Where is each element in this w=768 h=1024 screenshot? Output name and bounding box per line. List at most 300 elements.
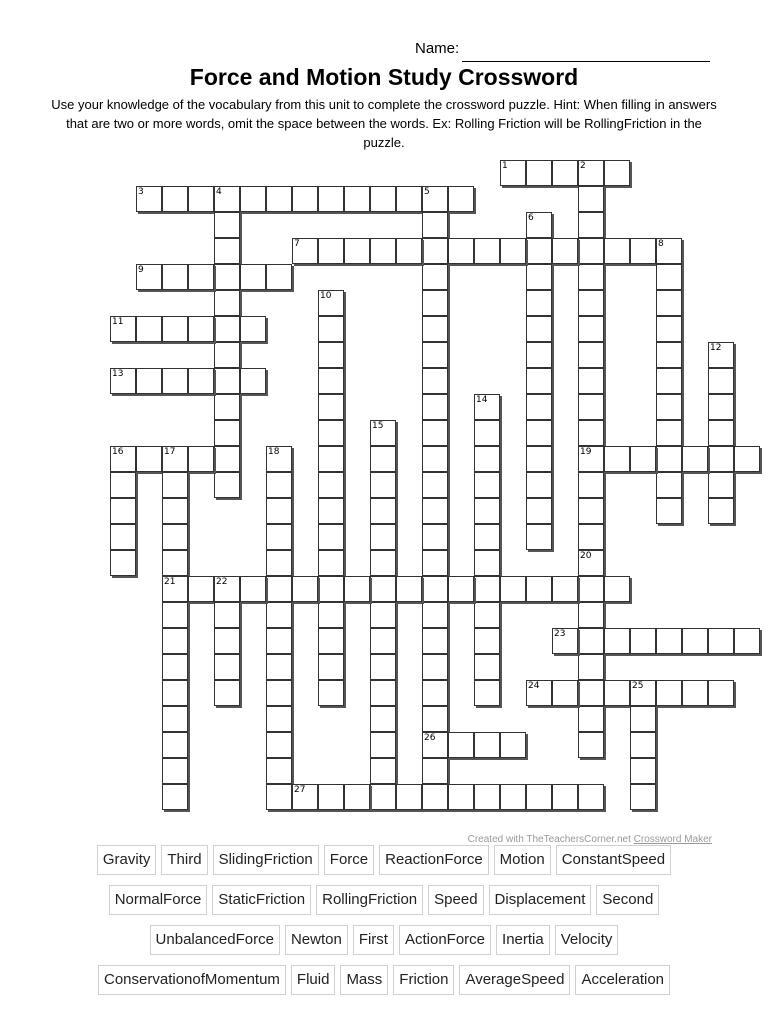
grid-cell[interactable] xyxy=(188,368,214,394)
grid-cell[interactable] xyxy=(318,342,344,368)
grid-cell[interactable] xyxy=(188,446,214,472)
grid-cell[interactable] xyxy=(370,446,396,472)
grid-cell[interactable] xyxy=(136,264,162,290)
grid-cell[interactable] xyxy=(266,758,292,784)
grid-cell[interactable] xyxy=(292,186,318,212)
grid-cell[interactable] xyxy=(318,602,344,628)
grid-cell[interactable] xyxy=(266,732,292,758)
clue-number: 16 xyxy=(112,447,124,457)
grid-cell[interactable] xyxy=(682,680,708,706)
grid-cell[interactable] xyxy=(110,368,136,394)
grid-cell[interactable] xyxy=(422,264,448,290)
grid-cell[interactable] xyxy=(422,368,448,394)
grid-cell[interactable] xyxy=(578,576,604,602)
grid-cell[interactable] xyxy=(552,628,578,654)
grid-cell[interactable] xyxy=(422,498,448,524)
crossword-maker-link[interactable]: Crossword Maker xyxy=(633,834,712,845)
grid-cell[interactable] xyxy=(318,524,344,550)
grid-cell[interactable] xyxy=(266,264,292,290)
grid-cell[interactable] xyxy=(474,420,500,446)
grid-cell[interactable] xyxy=(578,342,604,368)
grid-cell[interactable] xyxy=(604,238,630,264)
word-bank-item: Speed xyxy=(428,885,483,915)
grid-cell[interactable] xyxy=(422,524,448,550)
grid-cell[interactable] xyxy=(578,212,604,238)
grid-cell[interactable] xyxy=(162,550,188,576)
grid-cell[interactable] xyxy=(266,602,292,628)
grid-cell[interactable] xyxy=(396,238,422,264)
grid-cell[interactable] xyxy=(578,316,604,342)
grid-cell[interactable] xyxy=(422,602,448,628)
grid-cell[interactable] xyxy=(162,264,188,290)
grid-cell[interactable] xyxy=(708,368,734,394)
grid-cell[interactable] xyxy=(526,498,552,524)
grid-cell[interactable] xyxy=(344,576,370,602)
grid-cell[interactable] xyxy=(526,238,552,264)
clue-number: 18 xyxy=(268,447,280,457)
grid-cell[interactable] xyxy=(630,784,656,810)
grid-cell[interactable] xyxy=(422,654,448,680)
clue-number: 4 xyxy=(216,187,222,197)
word-bank-item: UnbalancedForce xyxy=(150,925,280,955)
grid-cell[interactable] xyxy=(578,706,604,732)
grid-cell[interactable] xyxy=(708,472,734,498)
grid-cell[interactable] xyxy=(474,628,500,654)
grid-cell[interactable] xyxy=(552,680,578,706)
grid-cell[interactable] xyxy=(214,628,240,654)
clue-number: 23 xyxy=(554,629,566,639)
grid-cell[interactable] xyxy=(656,394,682,420)
grid-cell[interactable] xyxy=(162,368,188,394)
grid-cell[interactable] xyxy=(318,420,344,446)
grid-cell[interactable] xyxy=(604,446,630,472)
grid-cell[interactable] xyxy=(162,446,188,472)
grid-cell[interactable] xyxy=(214,238,240,264)
grid-cell[interactable] xyxy=(318,628,344,654)
grid-cell[interactable] xyxy=(500,576,526,602)
grid-cell[interactable] xyxy=(188,576,214,602)
word-bank-item: Force xyxy=(324,845,374,875)
grid-cell[interactable] xyxy=(474,550,500,576)
grid-cell[interactable] xyxy=(578,784,604,810)
grid-cell[interactable] xyxy=(630,706,656,732)
grid-cell[interactable] xyxy=(656,420,682,446)
grid-cell[interactable] xyxy=(474,602,500,628)
grid-cell[interactable] xyxy=(318,290,344,316)
grid-cell[interactable] xyxy=(318,680,344,706)
grid-cell[interactable] xyxy=(630,758,656,784)
grid-cell[interactable] xyxy=(422,290,448,316)
grid-cell[interactable] xyxy=(318,784,344,810)
grid-cell[interactable] xyxy=(656,316,682,342)
word-bank-item: ConservationofMomentum xyxy=(98,965,286,995)
grid-cell[interactable] xyxy=(578,602,604,628)
clue-number: 13 xyxy=(112,369,124,379)
grid-cell[interactable] xyxy=(578,290,604,316)
grid-cell[interactable] xyxy=(266,498,292,524)
grid-cell[interactable] xyxy=(734,628,760,654)
grid-cell[interactable] xyxy=(214,602,240,628)
grid-cell[interactable] xyxy=(500,784,526,810)
grid-cell[interactable] xyxy=(214,212,240,238)
grid-cell[interactable] xyxy=(318,550,344,576)
grid-cell[interactable] xyxy=(422,758,448,784)
grid-cell[interactable] xyxy=(266,706,292,732)
clue-number: 21 xyxy=(164,577,176,587)
clue-number: 25 xyxy=(632,681,644,691)
grid-cell[interactable] xyxy=(526,368,552,394)
clue-number: 5 xyxy=(424,187,430,197)
grid-cell[interactable] xyxy=(240,316,266,342)
grid-cell[interactable] xyxy=(734,446,760,472)
grid-cell[interactable] xyxy=(370,420,396,446)
grid-cell[interactable] xyxy=(578,420,604,446)
grid-cell[interactable] xyxy=(188,316,214,342)
grid-cell[interactable] xyxy=(656,498,682,524)
grid-cell[interactable] xyxy=(292,238,318,264)
grid-cell[interactable] xyxy=(422,238,448,264)
grid-cell[interactable] xyxy=(266,472,292,498)
clue-number: 22 xyxy=(216,577,228,587)
grid-cell[interactable] xyxy=(162,316,188,342)
grid-cell[interactable] xyxy=(214,394,240,420)
grid-cell[interactable] xyxy=(578,368,604,394)
grid-cell[interactable] xyxy=(708,680,734,706)
grid-cell[interactable] xyxy=(240,576,266,602)
grid-cell[interactable] xyxy=(136,316,162,342)
grid-cell[interactable] xyxy=(188,186,214,212)
grid-cell[interactable] xyxy=(422,186,448,212)
grid-cell[interactable] xyxy=(604,680,630,706)
grid-cell[interactable] xyxy=(422,342,448,368)
grid-cell[interactable] xyxy=(318,238,344,264)
grid-cell[interactable] xyxy=(214,472,240,498)
grid-cell[interactable] xyxy=(656,342,682,368)
page-title: Force and Motion Study Crossword xyxy=(189,64,579,90)
word-bank-item: SlidingFriction xyxy=(213,845,319,875)
grid-cell[interactable] xyxy=(422,446,448,472)
word-bank-item: NormalForce xyxy=(109,885,208,915)
grid-cell[interactable] xyxy=(370,576,396,602)
grid-cell[interactable] xyxy=(110,550,136,576)
grid-cell[interactable] xyxy=(474,732,500,758)
grid-cell[interactable] xyxy=(162,472,188,498)
grid-cell[interactable] xyxy=(708,342,734,368)
grid-cell[interactable] xyxy=(370,238,396,264)
grid-cell[interactable] xyxy=(630,628,656,654)
grid-cell[interactable] xyxy=(578,550,604,576)
grid-cell[interactable] xyxy=(266,628,292,654)
grid-cell[interactable] xyxy=(422,472,448,498)
grid-cell[interactable] xyxy=(110,472,136,498)
grid-cell[interactable] xyxy=(474,446,500,472)
word-bank-item: Fluid xyxy=(291,965,336,995)
grid-cell[interactable] xyxy=(682,446,708,472)
grid-cell[interactable] xyxy=(578,186,604,212)
grid-cell[interactable] xyxy=(266,576,292,602)
grid-cell[interactable] xyxy=(370,706,396,732)
grid-cell[interactable] xyxy=(266,446,292,472)
grid-cell[interactable] xyxy=(500,238,526,264)
word-bank-item: Gravity xyxy=(97,845,157,875)
grid-cell[interactable] xyxy=(422,680,448,706)
clue-number: 20 xyxy=(580,551,592,561)
grid-cell[interactable] xyxy=(370,784,396,810)
grid-cell[interactable] xyxy=(448,784,474,810)
instructions: Use your knowledge of the vocabulary from this unit to complete the crossword puzzle. Hint: When filling in answers that are two or more words, omit the space between the words. Ex: Rolling Friction will be RollingFriction in the puzzle. xyxy=(51,97,717,150)
grid-cell[interactable] xyxy=(708,628,734,654)
grid-cell[interactable] xyxy=(370,524,396,550)
grid-cell[interactable] xyxy=(448,186,474,212)
word-bank-item: First xyxy=(353,925,394,955)
clue-number: 8 xyxy=(658,239,664,249)
grid-cell[interactable] xyxy=(656,238,682,264)
grid-cell[interactable] xyxy=(578,472,604,498)
word-bank-item: Displacement xyxy=(489,885,592,915)
grid-cell[interactable] xyxy=(526,160,552,186)
grid-cell[interactable] xyxy=(370,472,396,498)
grid-cell[interactable] xyxy=(474,576,500,602)
grid-cell[interactable] xyxy=(266,550,292,576)
grid-cell[interactable] xyxy=(422,420,448,446)
grid-cell[interactable] xyxy=(708,420,734,446)
grid-cell[interactable] xyxy=(396,576,422,602)
grid-cell[interactable] xyxy=(552,160,578,186)
grid-cell[interactable] xyxy=(474,654,500,680)
grid-cell[interactable] xyxy=(162,680,188,706)
grid-cell[interactable] xyxy=(266,680,292,706)
grid-cell[interactable] xyxy=(604,628,630,654)
grid-cell[interactable] xyxy=(318,654,344,680)
clue-number: 17 xyxy=(164,447,176,457)
grid-cell[interactable] xyxy=(656,446,682,472)
grid-cell[interactable] xyxy=(656,472,682,498)
grid-cell[interactable] xyxy=(162,628,188,654)
grid-cell[interactable] xyxy=(110,446,136,472)
grid-cell[interactable] xyxy=(162,186,188,212)
grid-cell[interactable] xyxy=(396,186,422,212)
grid-cell[interactable] xyxy=(526,784,552,810)
grid-cell[interactable] xyxy=(110,316,136,342)
grid-cell[interactable] xyxy=(318,498,344,524)
grid-cell[interactable] xyxy=(708,446,734,472)
grid-cell[interactable] xyxy=(656,680,682,706)
grid-cell[interactable] xyxy=(656,628,682,654)
clue-number: 27 xyxy=(294,785,306,795)
word-bank-row xyxy=(20,925,748,955)
grid-cell[interactable] xyxy=(578,628,604,654)
grid-cell[interactable] xyxy=(162,706,188,732)
grid-cell[interactable] xyxy=(422,212,448,238)
grid-cell[interactable] xyxy=(578,446,604,472)
grid-cell[interactable] xyxy=(162,576,188,602)
grid-cell[interactable] xyxy=(370,186,396,212)
grid-cell[interactable] xyxy=(474,394,500,420)
grid-cell[interactable] xyxy=(526,576,552,602)
grid-cell[interactable] xyxy=(526,394,552,420)
grid-cell[interactable] xyxy=(318,446,344,472)
grid-cell[interactable] xyxy=(318,368,344,394)
grid-cell[interactable] xyxy=(630,446,656,472)
grid-cell[interactable] xyxy=(214,264,240,290)
grid-cell[interactable] xyxy=(370,498,396,524)
grid-cell[interactable] xyxy=(266,654,292,680)
grid-cell[interactable] xyxy=(214,368,240,394)
grid-cell[interactable] xyxy=(214,290,240,316)
grid-cell[interactable] xyxy=(578,394,604,420)
grid-cell[interactable] xyxy=(526,290,552,316)
grid-cell[interactable] xyxy=(318,576,344,602)
grid-cell[interactable] xyxy=(162,602,188,628)
grid-cell[interactable] xyxy=(240,186,266,212)
clue-number: 6 xyxy=(528,213,534,223)
grid-cell[interactable] xyxy=(604,160,630,186)
grid-cell[interactable] xyxy=(370,550,396,576)
grid-cell[interactable] xyxy=(396,784,422,810)
grid-cell[interactable] xyxy=(214,576,240,602)
grid-cell[interactable] xyxy=(578,264,604,290)
grid-cell[interactable] xyxy=(266,784,292,810)
grid-cell[interactable] xyxy=(422,706,448,732)
grid-cell[interactable] xyxy=(474,524,500,550)
grid-cell[interactable] xyxy=(422,784,448,810)
grid-cell[interactable] xyxy=(162,654,188,680)
grid-cell[interactable] xyxy=(162,498,188,524)
grid-cell[interactable] xyxy=(708,394,734,420)
word-bank-item: ActionForce xyxy=(399,925,491,955)
clue-number: 15 xyxy=(372,421,384,431)
clue-number: 26 xyxy=(424,733,436,743)
grid-cell[interactable] xyxy=(500,160,526,186)
grid-cell[interactable] xyxy=(136,186,162,212)
grid-cell[interactable] xyxy=(552,784,578,810)
grid-cell[interactable] xyxy=(422,732,448,758)
grid-cell[interactable] xyxy=(474,238,500,264)
clue-number: 12 xyxy=(710,343,722,353)
grid-cell[interactable] xyxy=(526,680,552,706)
grid-cell[interactable] xyxy=(604,576,630,602)
grid-cell[interactable] xyxy=(578,654,604,680)
grid-cell[interactable] xyxy=(526,212,552,238)
word-bank-item: Velocity xyxy=(555,925,619,955)
word-bank-item: Mass xyxy=(340,965,388,995)
grid-cell[interactable] xyxy=(162,784,188,810)
grid-cell[interactable] xyxy=(448,576,474,602)
grid-cell[interactable] xyxy=(162,524,188,550)
grid-cell[interactable] xyxy=(344,186,370,212)
grid-cell[interactable] xyxy=(578,524,604,550)
grid-cell[interactable] xyxy=(526,446,552,472)
grid-cell[interactable] xyxy=(448,238,474,264)
word-bank-item: ConstantSpeed xyxy=(556,845,671,875)
clue-number: 2 xyxy=(580,161,586,171)
grid-cell[interactable] xyxy=(162,758,188,784)
grid-cell[interactable] xyxy=(422,394,448,420)
grid-cell[interactable] xyxy=(292,784,318,810)
grid-cell[interactable] xyxy=(214,446,240,472)
grid-cell[interactable] xyxy=(110,498,136,524)
grid-cell[interactable] xyxy=(318,472,344,498)
credit-text: Created with TheTeachersCorner.net xyxy=(467,834,634,845)
grid-cell[interactable] xyxy=(214,316,240,342)
grid-cell[interactable] xyxy=(136,368,162,394)
grid-cell[interactable] xyxy=(656,368,682,394)
grid-cell[interactable] xyxy=(500,732,526,758)
grid-cell[interactable] xyxy=(370,758,396,784)
grid-cell[interactable] xyxy=(630,238,656,264)
grid-cell[interactable] xyxy=(656,290,682,316)
grid-cell[interactable] xyxy=(370,602,396,628)
grid-cell[interactable] xyxy=(526,342,552,368)
grid-cell[interactable] xyxy=(526,316,552,342)
grid-cell[interactable] xyxy=(240,264,266,290)
grid-cell[interactable] xyxy=(474,784,500,810)
grid-cell[interactable] xyxy=(344,784,370,810)
grid-cell[interactable] xyxy=(578,160,604,186)
grid-cell[interactable] xyxy=(422,628,448,654)
grid-cell[interactable] xyxy=(188,264,214,290)
grid-cell[interactable] xyxy=(318,394,344,420)
word-bank-item: Motion xyxy=(494,845,551,875)
grid-cell[interactable] xyxy=(474,498,500,524)
grid-cell[interactable] xyxy=(526,472,552,498)
grid-cell[interactable] xyxy=(240,368,266,394)
grid-cell[interactable] xyxy=(214,342,240,368)
grid-cell[interactable] xyxy=(370,628,396,654)
grid-cell[interactable] xyxy=(656,264,682,290)
grid-cell[interactable] xyxy=(214,654,240,680)
grid-cell[interactable] xyxy=(526,420,552,446)
grid-cell[interactable] xyxy=(370,680,396,706)
grid-cell[interactable] xyxy=(110,524,136,550)
grid-cell[interactable] xyxy=(422,316,448,342)
grid-cell[interactable] xyxy=(630,732,656,758)
grid-cell[interactable] xyxy=(136,446,162,472)
grid-cell[interactable] xyxy=(578,732,604,758)
grid-cell[interactable] xyxy=(292,576,318,602)
grid-cell[interactable] xyxy=(162,732,188,758)
word-bank-item: Friction xyxy=(393,965,454,995)
grid-cell[interactable] xyxy=(318,186,344,212)
grid-cell[interactable] xyxy=(422,550,448,576)
grid-cell[interactable] xyxy=(578,238,604,264)
grid-cell[interactable] xyxy=(266,524,292,550)
grid-cell[interactable] xyxy=(370,654,396,680)
grid-cell[interactable] xyxy=(214,420,240,446)
grid-cell[interactable] xyxy=(422,576,448,602)
grid-cell[interactable] xyxy=(526,264,552,290)
grid-cell[interactable] xyxy=(578,498,604,524)
grid-cell[interactable] xyxy=(630,680,656,706)
grid-cell[interactable] xyxy=(370,732,396,758)
grid-cell[interactable] xyxy=(578,680,604,706)
grid-cell[interactable] xyxy=(474,472,500,498)
grid-cell[interactable] xyxy=(708,498,734,524)
grid-cell[interactable] xyxy=(552,576,578,602)
clue-number: 19 xyxy=(580,447,592,457)
grid-cell[interactable] xyxy=(344,238,370,264)
grid-cell[interactable] xyxy=(474,680,500,706)
grid-cell[interactable] xyxy=(214,186,240,212)
grid-cell[interactable] xyxy=(214,680,240,706)
grid-cell[interactable] xyxy=(448,732,474,758)
name-label: Name: xyxy=(415,40,460,57)
grid-cell[interactable] xyxy=(526,524,552,550)
grid-cell[interactable] xyxy=(682,628,708,654)
grid-cell[interactable] xyxy=(318,316,344,342)
grid-cell[interactable] xyxy=(552,238,578,264)
grid-cell[interactable] xyxy=(266,186,292,212)
